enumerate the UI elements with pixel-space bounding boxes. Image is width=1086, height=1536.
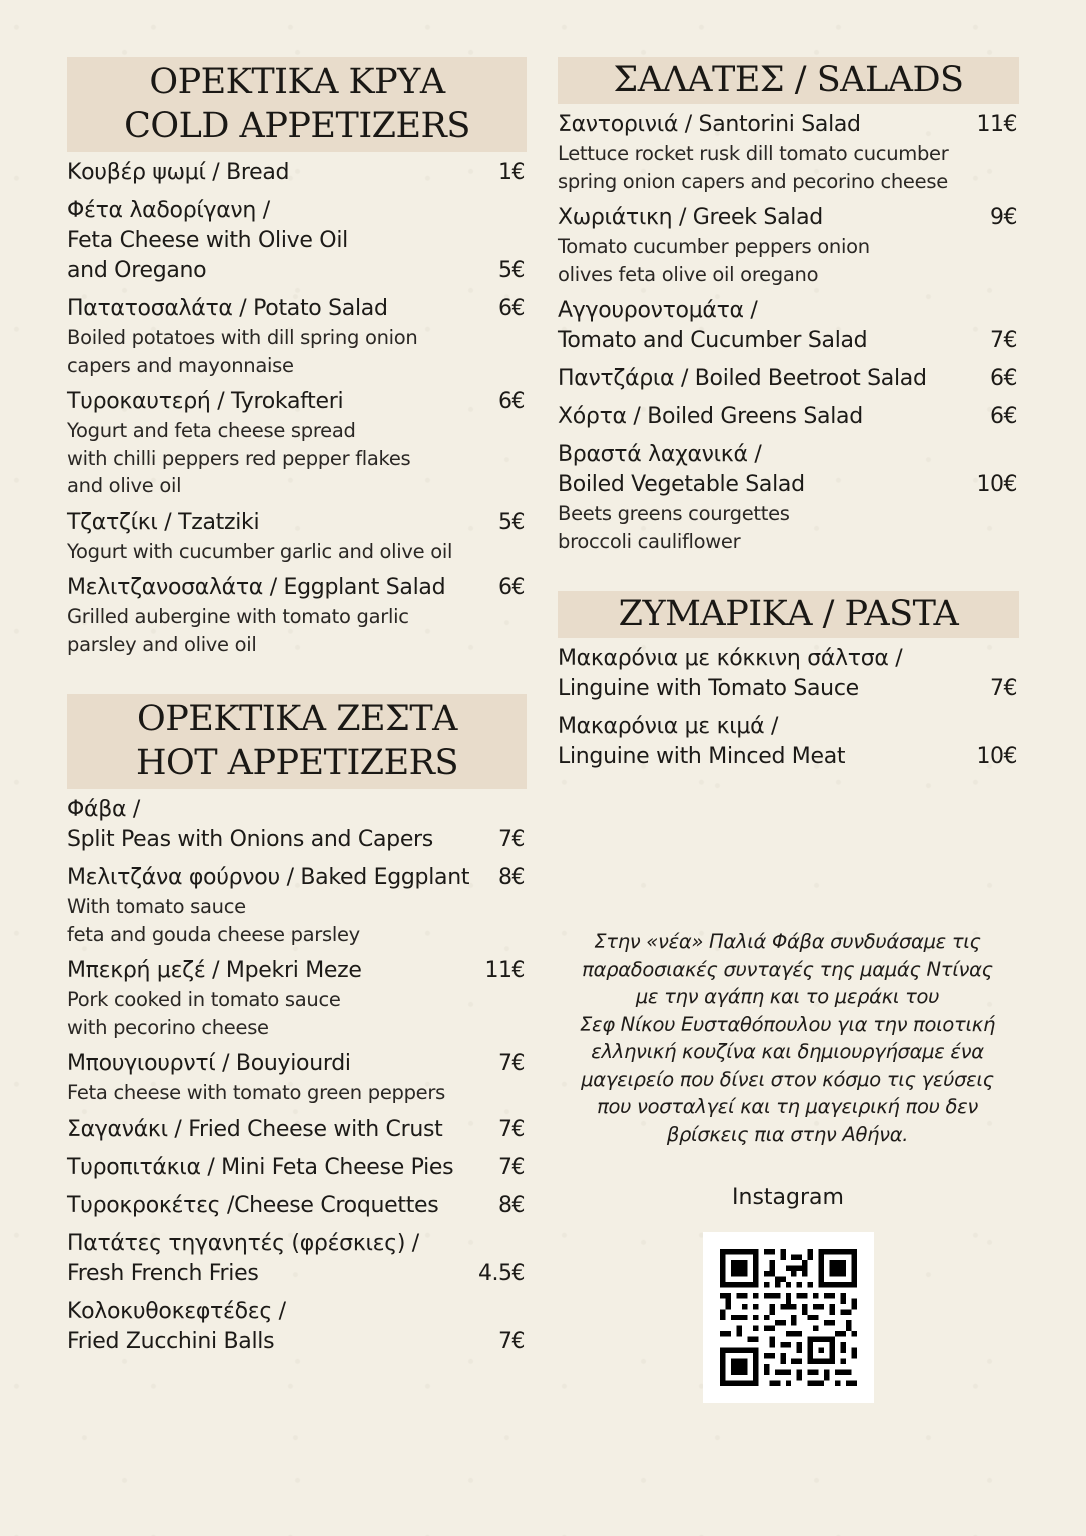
- item-name: Μελιτζάνα φούρνου / Baked Eggplant: [67, 865, 470, 890]
- menu-item-feta: [67, 196, 527, 286]
- menu-item-vegetable-salad: [558, 440, 1019, 555]
- menu-item-cheese-pies: [67, 1153, 527, 1183]
- item-name-en: Split Peas with Onions and Capers: [67, 827, 433, 852]
- instagram-qr-code[interactable]: [703, 1232, 874, 1403]
- item-price: 7€: [498, 1328, 525, 1354]
- item-price: 7€: [498, 827, 525, 852]
- about-line: που νοσταλγεί και τη μαγειρική που δεν: [597, 1095, 978, 1118]
- item-name-en: Fresh French Fries: [67, 1260, 259, 1286]
- item-price: 7€: [990, 676, 1017, 701]
- item-price: 9€: [990, 205, 1017, 230]
- cold-appetizers-header: [67, 57, 527, 152]
- menu-item-potato-salad: [67, 294, 527, 379]
- item-description: and olive oil: [67, 474, 182, 497]
- item-price: 6€: [498, 575, 525, 600]
- menu-item-mpekri-meze: [67, 956, 527, 1041]
- menu-item-eggplant-salad: [67, 573, 527, 658]
- item-price: 8€: [498, 865, 525, 890]
- item-price: 6€: [498, 389, 525, 414]
- menu-item-santorini-salad: [558, 110, 1019, 195]
- about-line: Σεφ Νίκου Ευσταθόπουλου για την ποιοτική: [579, 1012, 996, 1036]
- item-price: 8€: [498, 1192, 525, 1218]
- menu-item-saganaki: [67, 1115, 527, 1145]
- item-name: Χωριάτικη / Greek Salad: [558, 205, 823, 230]
- menu-item-beetroot-salad: [558, 364, 1019, 394]
- about-line: ελληνική κουζίνα και δημιουργήσαμε ένα: [591, 1040, 984, 1063]
- item-description: With tomato sauce: [67, 895, 246, 918]
- item-name: Τυροπιτάκια / Mini Feta Cheese Pies: [67, 1154, 454, 1180]
- menu-item-cheese-croquettes: [67, 1191, 527, 1221]
- about-line: Στην «νέα» Παλιά Φάβα συνδυάσαμε τις: [594, 930, 981, 953]
- item-name: Μπουγιουρντί / Bouyiourdi: [67, 1051, 351, 1076]
- cold-title-english: COLD APPETIZERS: [124, 106, 470, 146]
- item-description: Grilled aubergine with tomato garlic: [67, 605, 409, 628]
- about-line: με την αγάπη και το μεράκι του: [635, 985, 940, 1008]
- item-price: 11€: [484, 958, 525, 983]
- menu-item-tyrokafteri: [67, 387, 527, 500]
- item-description: capers and mayonnaise: [67, 353, 294, 377]
- item-description: Feta cheese with tomato green peppers: [67, 1081, 445, 1104]
- menu-item-linguine-tomato: [558, 644, 1019, 704]
- left-column: [67, 57, 527, 1365]
- item-name: Σαντορινιά / Santorini Salad: [558, 112, 861, 137]
- item-description: olives feta olive oil oregano: [558, 262, 819, 286]
- item-name: Τυροκαυτερή / Tyrokafteri: [67, 389, 344, 414]
- salads-title: ΣΑΛΑΤΕΣ / SALADS: [613, 60, 964, 100]
- item-name-en: Feta Cheese with Olive Oil: [67, 228, 348, 253]
- item-description: Lettuce rocket rusk dill tomato cucumber: [558, 142, 949, 165]
- item-name: Τυροκροκέτες /Cheese Croquettes: [67, 1192, 439, 1218]
- item-description: spring onion capers and pecorino cheese: [558, 169, 948, 193]
- item-price: 7€: [498, 1116, 525, 1142]
- item-name: Τζατζίκι / Tzatziki: [67, 509, 260, 535]
- item-description: with pecorino cheese: [67, 1015, 269, 1039]
- item-price: 1€: [498, 160, 525, 185]
- item-description: Yogurt and feta cheese spread: [67, 419, 356, 442]
- item-name: Μακαρόνια με κόκκινη σάλτσα /: [558, 646, 903, 671]
- item-name: Μακαρόνια με κιμά /: [558, 714, 779, 739]
- item-description: feta and gouda cheese parsley: [67, 922, 360, 946]
- pasta-header: [558, 591, 1019, 638]
- item-price: 6€: [498, 296, 525, 321]
- menu-item-bouyiourdi: [67, 1049, 527, 1107]
- item-price: 11€: [976, 112, 1017, 137]
- item-description: Boiled potatoes with dill spring onion: [67, 326, 418, 349]
- instagram-label: Instagram: [732, 1185, 844, 1210]
- item-price: 10€: [976, 472, 1017, 497]
- item-name: Φάβα /: [67, 797, 140, 822]
- item-price: 5€: [498, 258, 525, 283]
- item-description: parsley and olive oil: [67, 632, 257, 656]
- item-description: broccoli cauliflower: [558, 529, 741, 553]
- menu-item-fava: [67, 795, 527, 855]
- menu-item-linguine-minced-meat: [558, 712, 1019, 772]
- menu-item-zucchini-balls: [67, 1297, 527, 1357]
- menu-item-bread: [67, 158, 527, 188]
- item-name-en: Tomato and Cucumber Salad: [558, 328, 868, 353]
- cold-title-greek: ΟΡΕΚΤΙΚΑ ΚΡΥΑ: [149, 62, 445, 102]
- about-paragraph: [565, 928, 1010, 1148]
- item-price: 7€: [498, 1051, 525, 1076]
- about-line: βρίσκεις πια στην Αθήνα.: [666, 1122, 909, 1146]
- item-name: Μελιτζανοσαλάτα / Eggplant Salad: [67, 575, 446, 600]
- hot-title-greek: ΟΡΕΚΤΙΚΑ ΖΕΣΤΑ: [137, 699, 457, 739]
- item-description: with chilli peppers red pepper flakes: [67, 446, 411, 470]
- item-name: Αγγουροντομάτα /: [558, 298, 758, 323]
- item-price: 5€: [498, 509, 525, 535]
- item-name: Πατάτες τηγανητές (φρέσκιες) /: [67, 1230, 419, 1256]
- item-name: Χόρτα / Boiled Greens Salad: [558, 404, 863, 429]
- hot-appetizers-header: [67, 694, 527, 789]
- about-line: μαγειρείο που δίνει στον κόσμο τις γεύσεις: [581, 1067, 994, 1091]
- item-description: Pork cooked in tomato sauce: [67, 988, 341, 1011]
- menu-item-french-fries: [67, 1229, 527, 1289]
- item-name: Βραστά λαχανικά /: [558, 442, 762, 467]
- item-price: 7€: [990, 328, 1017, 353]
- item-name-en: Fried Zucchini Balls: [67, 1328, 275, 1354]
- item-price: 7€: [498, 1154, 525, 1180]
- menu-item-tomato-cucumber: [558, 296, 1019, 356]
- item-name-en-cont: and Oregano: [67, 258, 207, 283]
- item-name-en: Boiled Vegetable Salad: [558, 472, 805, 497]
- item-description: Yogurt with cucumber garlic and olive oil: [67, 539, 453, 563]
- item-description: Beets greens courgettes: [558, 502, 790, 525]
- item-name: Σαγανάκι / Fried Cheese with Crust: [67, 1116, 443, 1142]
- right-column: [558, 57, 1019, 780]
- salads-header: [558, 57, 1019, 104]
- menu-item-baked-eggplant: [67, 863, 527, 948]
- item-description: Tomato cucumber peppers onion: [558, 235, 870, 258]
- item-price: 6€: [990, 366, 1017, 391]
- item-name: Πατατοσαλάτα / Potato Salad: [67, 296, 388, 321]
- item-name: Κολοκυθοκεφτέδες /: [67, 1298, 286, 1324]
- item-price: 10€: [976, 744, 1017, 769]
- menu-item-greek-salad: [558, 203, 1019, 288]
- item-name: Φέτα λαδορίγανη /: [67, 198, 270, 223]
- menu-item-greens-salad: [558, 402, 1019, 432]
- menu-item-tzatziki: [67, 508, 527, 566]
- qr-code-icon: [720, 1249, 857, 1386]
- item-name: Μπεκρή μεζέ / Mpekri Meze: [67, 958, 362, 983]
- item-name-en: Linguine with Tomato Sauce: [558, 676, 859, 701]
- about-line: παραδοσιακές συνταγές της μαμάς Ντίνας: [582, 957, 993, 981]
- item-name: Κουβέρ ψωμί / Bread: [67, 160, 290, 185]
- pasta-title: ΖΥΜΑΡΙΚΑ / PASTA: [618, 594, 959, 634]
- hot-title-english: HOT APPETIZERS: [136, 743, 458, 783]
- item-price: 6€: [990, 404, 1017, 429]
- item-name: Παντζάρια / Boiled Beetroot Salad: [558, 366, 927, 391]
- item-name-en: Linguine with Minced Meat: [558, 744, 846, 769]
- item-price: 4.5€: [478, 1260, 525, 1286]
